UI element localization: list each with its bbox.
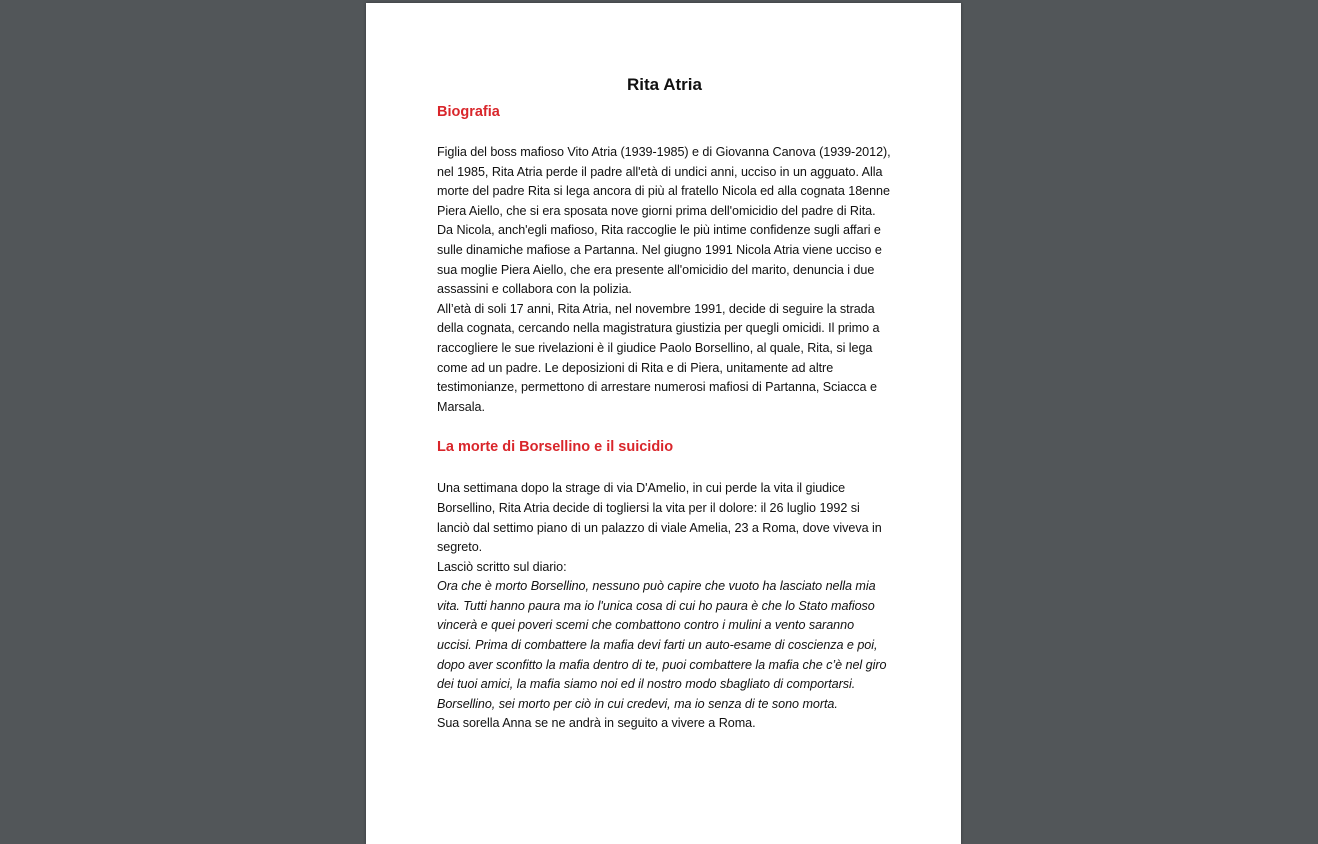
biography-text-2: All’età di soli 17 anni, Rita Atria, nel novembre 1991, decide di seguire la strada della cognata, cercando nella magistratura giustizia per quegli omicidi. Il primo a raccogliere le sue rivelazioni è il giudice Paolo Borsellino, al quale, Rita, si lega come ad un padre. Le deposizioni di Rita e di Piera, unitamente ad altre testimonianze, permettono di arrestare numerosi mafiosi di Partanna, Sciacca e Marsala. bbox=[437, 301, 880, 414]
section-heading-biografia: Biografia bbox=[437, 104, 500, 120]
diary-intro: Lasciò scritto sul diario: bbox=[437, 559, 567, 574]
section-heading-morte: La morte di Borsellino e il suicidio bbox=[437, 439, 674, 456]
death-paragraph bbox=[437, 479, 892, 734]
document-page bbox=[366, 3, 961, 844]
page-content bbox=[437, 75, 892, 734]
biography-text-1: Figlia del boss mafioso Vito Atria (1939-1985) e di Giovanna Canova (1939-2012), nel 1985, Rita Atria perde il padre all'età di undici anni, ucciso in un agguato. Alla morte del padre Rita si lega ancora di più al fratello Nicola ed alla cognata 18enne Piera Aiello, che si era sposata nove giorni prima dell'omicidio del padre di Rita. Da Nicola, anch'egli mafioso, Rita raccoglie le più intime confidenze sugli affari e sulle dinamiche mafiose a Partanna. Nel giugno 1991 Nicola Atria viene ucciso e sua moglie Piera Aiello, che era presente all'omicidio del marito, denuncia i due assassini e collabora con la polizia. bbox=[437, 145, 891, 297]
death-text: Una settimana dopo la strage di via D'Amelio, in cui perde la vita il giudice Borsellino, Rita Atria decide di togliersi la vita per il dolore: il 26 luglio 1992 si lanciò dal settimo piano di un palazzo di viale Amelia, 23 a Roma, dove viveva in segreto. bbox=[437, 481, 882, 555]
closing-text: Sua sorella Anna se ne andrà in seguito a vivere a Roma. bbox=[437, 716, 756, 731]
biography-paragraph bbox=[437, 143, 892, 417]
diary-quote: Ora che è morto Borsellino, nessuno può capire che vuoto ha lasciato nella mia vita. Tutti hanno paura ma io l'unica cosa di cui ho paura è che lo Stato mafioso vincerà e quei poveri scemi che combattono contro i mulini a vento saranno uccisi. Prima di combattere la mafia devi farti un auto-esame di coscienza e poi, dopo aver sconfitto la mafia dentro di te, puoi combattere la mafia che c’è nel giro dei tuoi amici, la mafia siamo noi ed il nostro modo sbagliato di comportarsi. Borsellino, sei morto per ciò in cui credevi, ma io senza di te sono morta. bbox=[437, 579, 887, 711]
document-title: Rita Atria bbox=[627, 75, 702, 94]
